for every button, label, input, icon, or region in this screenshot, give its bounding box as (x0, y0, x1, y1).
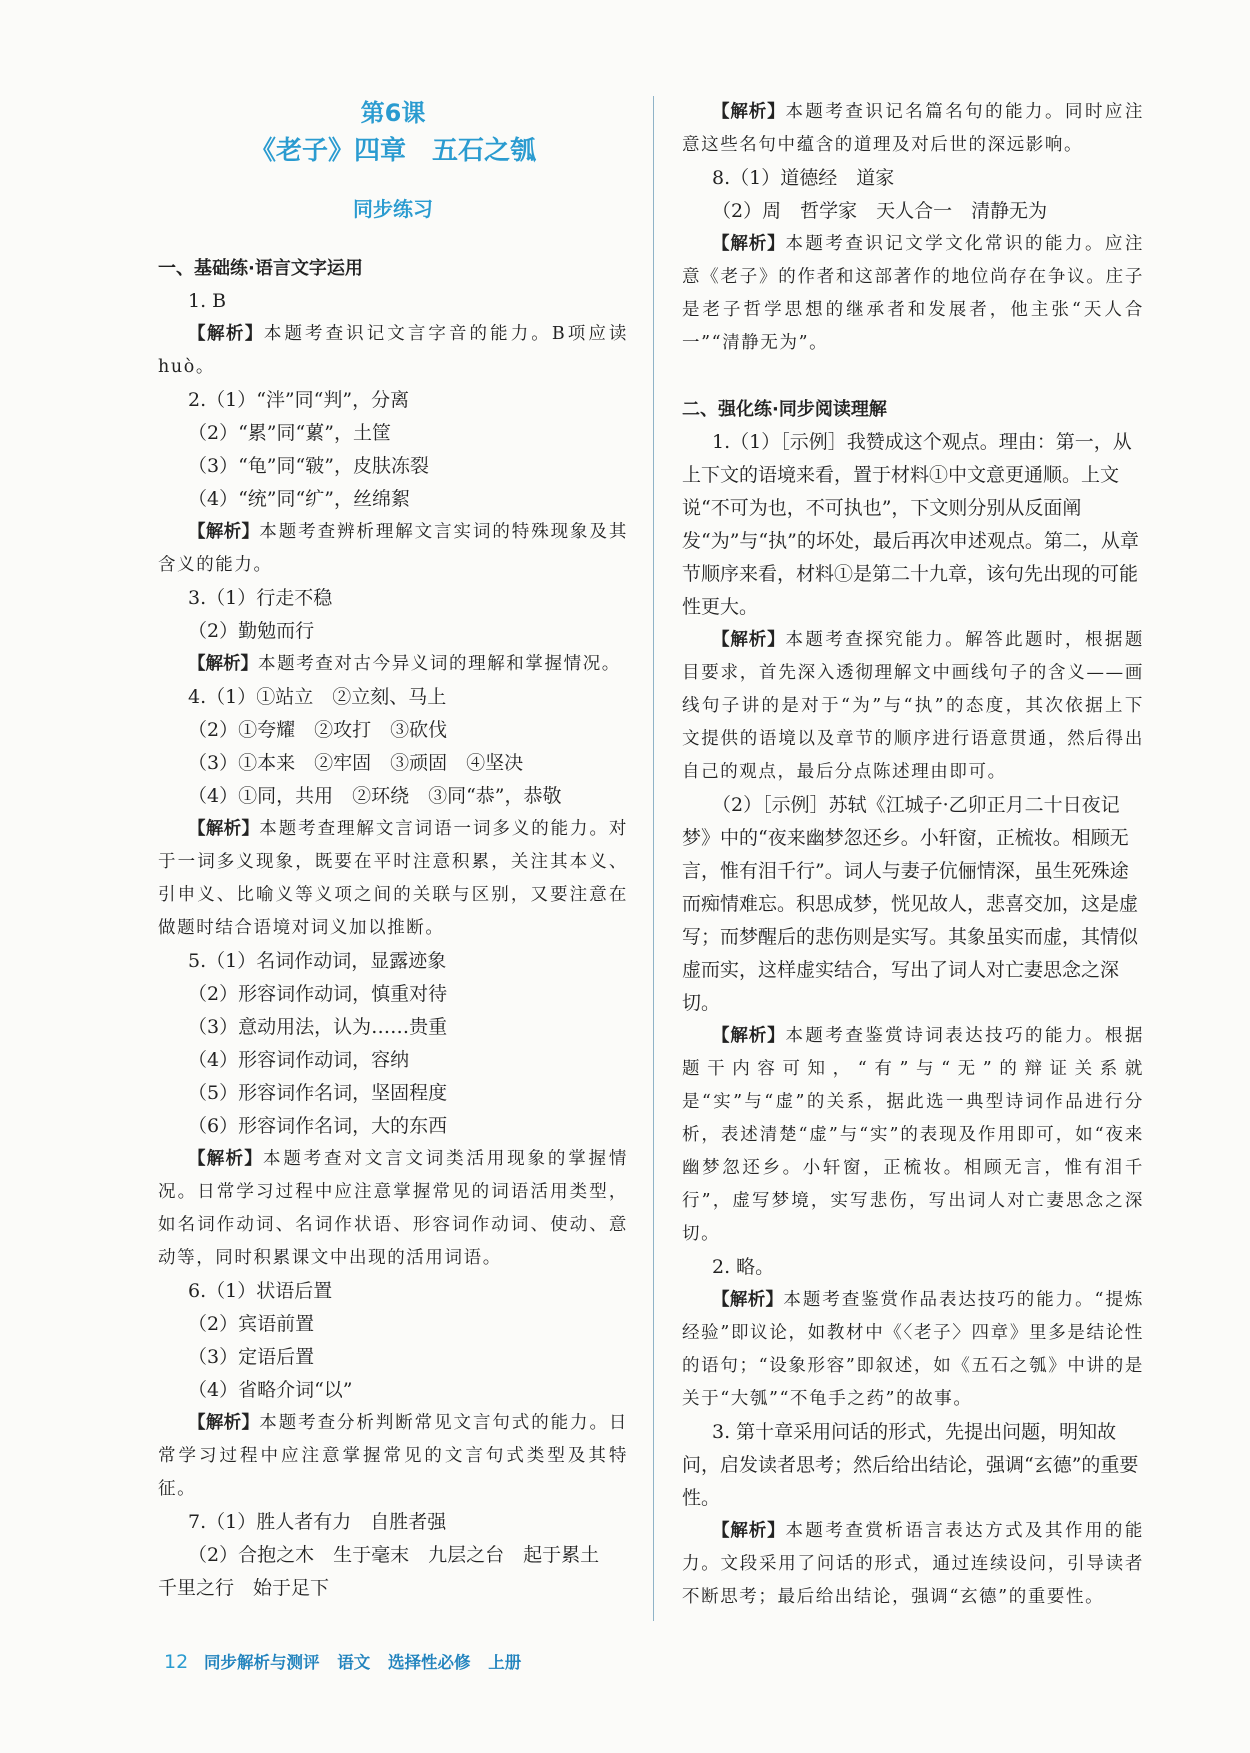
analysis-paragraph (682, 1020, 1144, 1251)
analysis-tag: 【解析】 (712, 1026, 786, 1046)
analysis-text: 本题考查对文言文词类活用现象的掌握情况。日常学习过程中应注意掌握常见的词语活用类型，如名词作动词、名词作状语、形容词作动词、使动、意动等，同时积累课文中出现的活用词语。 (158, 1149, 628, 1268)
analysis-tag: 【解析】 (712, 630, 786, 650)
answer-line: （2）①夸耀 ②攻打 ③砍伐 (188, 719, 448, 741)
answer-line: （3）定语后置 (188, 1346, 315, 1368)
analysis-text: 本题考查识记文言字音的能力。B项应读huò。 (158, 324, 628, 377)
analysis-tag: 【解析】 (188, 522, 260, 542)
lesson-number: 第6课 (360, 99, 426, 127)
answer-line: （3）意动用法，认为……贵重 (188, 1016, 448, 1038)
analysis-paragraph (682, 228, 1144, 360)
analysis-tag: 【解析】 (188, 324, 264, 344)
page-footer (164, 1649, 533, 1673)
answer-line: 1.（1）［示例］我赞成这个观点。理由：第一，从上下文的语境来看，置于材料①中文意更通顺。上文说“不可为也，不可执也”，下文则分别从反面阐发“为”与“执”的坏处，最后再次申述观点。第二，从章节顺序来看，材料①是第二十九章，该句先出现的可能性更大。 (682, 431, 1139, 618)
analysis-paragraph (682, 1515, 1144, 1614)
analysis-paragraph (158, 516, 628, 582)
answer-line: （2）“累”同“蔂”，土筐 (188, 422, 391, 444)
analysis-text: 本题考查鉴赏诗词表达技巧的能力。根据题干内容可知，“有”与“无”的辩证关系就是“实”与“虚”的关系，据此选一典型诗词作品进行分析，表述清楚“虚”与“实”的表现及作用即可，如“夜来幽梦忽还乡。小轩窗，正梳妆。相顾无言，惟有泪千行”，虚写梦境，实写悲伤，写出词人对亡妻思念之深切。 (682, 1026, 1144, 1244)
analysis-tag: 【解析】 (188, 819, 260, 839)
answer-line: 6.（1）状语后置 (188, 1280, 333, 1302)
analysis-tag: 【解析】 (712, 102, 786, 122)
section-heading: 同步练习 (353, 197, 433, 221)
section-title: 二、强化练·同步阅读理解 (682, 399, 887, 420)
answer-line: （2）形容词作动词，慎重对待 (188, 983, 448, 1005)
answer-line: （4）形容词作动词，容纳 (188, 1049, 410, 1071)
analysis-text: 本题考查理解文言词语一词多义的能力。对于一词多义现象，既要在平时注意积累，关注其本义、引申义、比喻义等义项之间的关联与区别，又要注意在做题时结合语境对词义加以推断。 (158, 819, 628, 938)
analysis-tag: 【解析】 (188, 654, 258, 674)
answer-line: （3）“龟”同“皲”，皮肤冻裂 (188, 455, 429, 477)
answer-line: （4）省略介词“以” (188, 1379, 353, 1401)
answer-line: （3）①本来 ②牢固 ③顽固 ④坚决 (188, 752, 524, 774)
book-title: 同步解析与测评 (203, 1653, 320, 1672)
analysis-text: 本题考查对古今异义词的理解和掌握情况。 (258, 654, 621, 674)
analysis-paragraph (682, 624, 1144, 789)
analysis-paragraph (682, 96, 1144, 162)
analysis-tag: 【解析】 (188, 1413, 260, 1433)
spacer (682, 360, 1144, 393)
answer-line: （2）合抱之木 生于毫末 九层之台 起于累土 千里之行 始于足下 (158, 1544, 619, 1599)
analysis-text: 本题考查鉴赏作品表达技巧的能力。“提炼经验”即议论，如教材中《〈老子〉四章》里多是结论性的语句；“设象形容”即叙述，如《五石之瓠》中讲的是关于“大瓠”“不龟手之药”的故事。 (682, 1290, 1144, 1409)
analysis-text: 本题考查识记名篇名句的能力。同时应注意这些名句中蕴含的道理及对后世的深远影响。 (682, 102, 1144, 155)
answer-line: （2）宾语前置 (188, 1313, 315, 1335)
volume-label: 上册 (488, 1653, 522, 1672)
answer-line: 4.（1）①站立 ②立刻、马上 (188, 686, 447, 708)
section-title: 一、基础练·语言文字运用 (158, 258, 363, 279)
answer-line: 3.（1）行走不稳 (188, 587, 333, 609)
series-label: 选择性必修 (387, 1653, 471, 1672)
answer-line: （6）形容词作名词，大的东西 (188, 1115, 448, 1137)
analysis-text: 本题考查分析判断常见文言句式的能力。日常学习过程中应注意掌握常见的文言句式类型及其特征。 (158, 1413, 628, 1499)
right-column (682, 96, 1144, 1614)
left-column (158, 96, 628, 1605)
analysis-paragraph (158, 318, 628, 384)
column-divider (653, 96, 654, 1621)
lesson-header (158, 96, 628, 224)
analysis-paragraph (158, 813, 628, 945)
answer-line: （2）［示例］苏轼《江城子·乙卯正月二十日夜记梦》中的“夜来幽梦忽还乡。小轩窗，正梳妆。相顾无言，惟有泪千行”。词人与妻子伉俪情深，虽生死殊途而痴情难忘。积思成梦，恍见故人，悲喜交加，这是虚写；而梦醒后的悲伤则是实写。其象虽实而虚，其情似虚而实，这样虚实结合，写出了词人对亡妻思念之深切。 (682, 794, 1139, 1014)
analysis-text: 本题考查辨析理解文言实词的特殊现象及其含义的能力。 (158, 522, 628, 575)
analysis-text: 本题考查赏析语言表达方式及其作用的能力。文段采用了问话的形式，通过连续设问，引导读者不断思考；最后给出结论，强调“玄德”的重要性。 (682, 1521, 1144, 1607)
analysis-paragraph (682, 1284, 1144, 1416)
answer-line: 2. 略。 (712, 1256, 775, 1278)
analysis-text: 本题考查探究能力。解答此题时，根据题目要求，首先深入透彻理解文中画线句子的含义——画线句子讲的是对于“为”与“执”的态度，其次依据上下文提供的语境以及章节的顺序进行语意贯通，然后得出自己的观点，最后分点陈述理由即可。 (682, 630, 1144, 782)
analysis-tag: 【解析】 (712, 1290, 784, 1310)
subject-label: 语文 (337, 1653, 371, 1672)
analysis-tag: 【解析】 (188, 1149, 263, 1169)
answer-line: （2）周 哲学家 天人合一 清静无为 (712, 200, 1048, 222)
page-number: 12 (164, 1651, 189, 1673)
answer-line: 2.（1）“泮”同“判”，分离 (188, 389, 410, 411)
answer-line: 5.（1）名词作动词，显露迹象 (188, 950, 447, 972)
answer-line: 7.（1）胜人者有力 自胜者强 (188, 1511, 447, 1533)
answer-line: （4）“统”同“纩”，丝绵絮 (188, 488, 410, 510)
left-body (158, 252, 628, 1605)
answer-line: 8.（1）道德经 道家 (712, 167, 895, 189)
answer-line: （5）形容词作名词，坚固程度 (188, 1082, 448, 1104)
answer-line: 3. 第十章采用问话的形式，先提出问题，明知故问，启发读者思考；然后给出结论，强调“玄德”的重要性。 (682, 1421, 1139, 1509)
analysis-paragraph (158, 1143, 628, 1275)
lesson-title: 《老子》四章 五石之瓠 (249, 136, 536, 166)
answer-line: 1. B (188, 290, 227, 312)
answer-line: （4）①同，共用 ②环绕 ③同“恭”，恭敬 (188, 785, 562, 807)
answer-line: （2）勤勉而行 (188, 620, 315, 642)
analysis-paragraph (158, 1407, 628, 1506)
analysis-text: 本题考查识记文学文化常识的能力。应注意《老子》的作者和这部著作的地位尚存在争议。庄子是老子哲学思想的继承者和发展者，他主张“天人合一”“清静无为”。 (682, 234, 1144, 353)
right-body (682, 96, 1144, 1614)
analysis-tag: 【解析】 (712, 234, 786, 254)
analysis-tag: 【解析】 (712, 1521, 786, 1541)
analysis-paragraph (158, 648, 628, 681)
